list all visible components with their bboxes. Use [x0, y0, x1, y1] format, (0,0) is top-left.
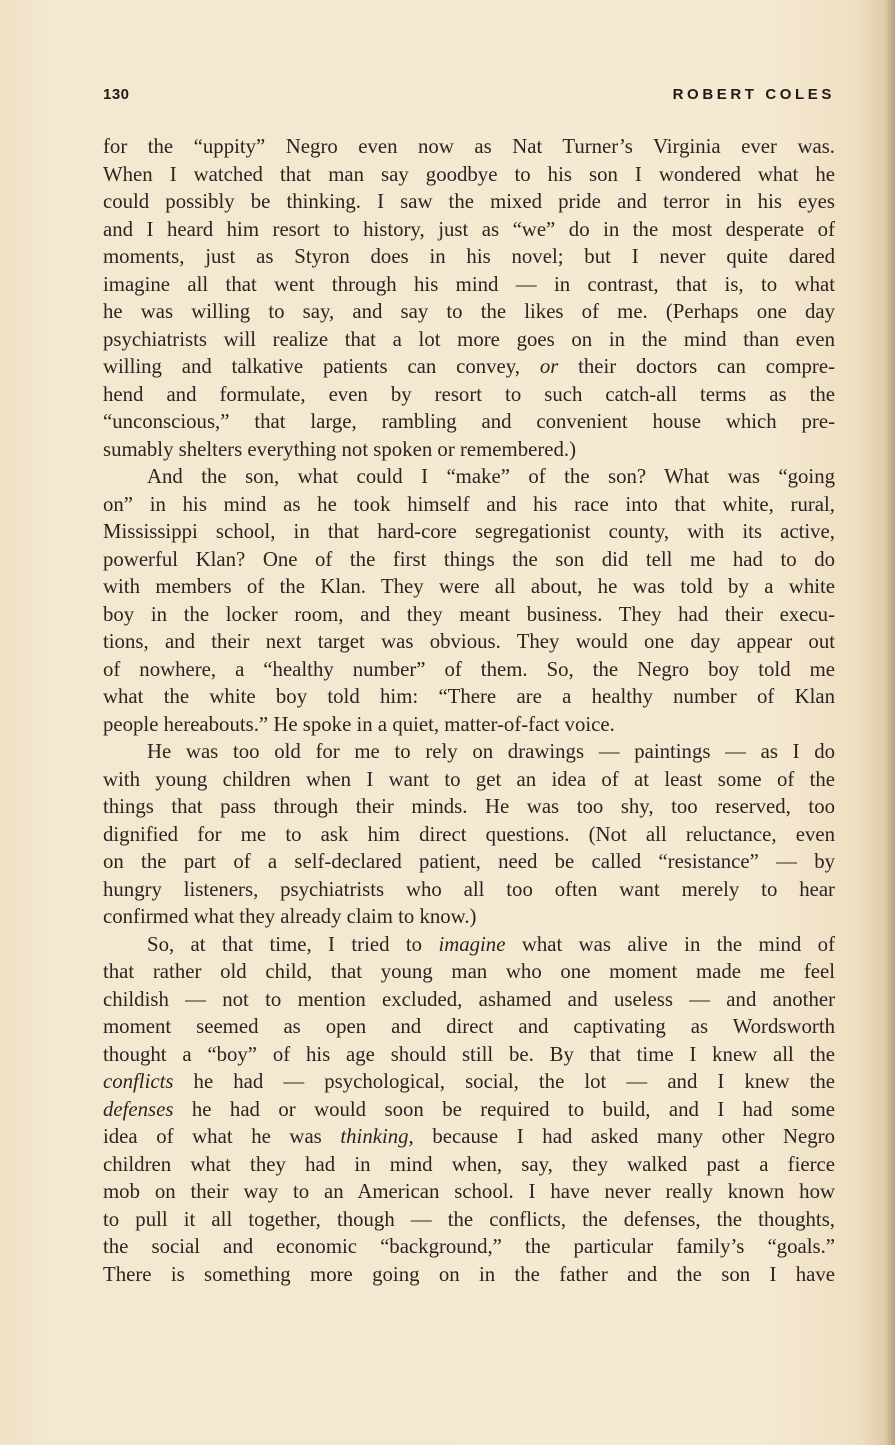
text-line: [103, 1123, 835, 1151]
text-line: people hereabouts.” He spoke in a quiet, matter-of-fact voice.: [103, 712, 615, 736]
text-line: hungry listeners, psychiatrists who all too often want merely to hear: [103, 877, 835, 901]
text-line: the social and economic “background,” the particular family’s “goals.”: [103, 1235, 835, 1258]
text-line: things that pass through their minds. He was too shy, too reserved, too: [103, 795, 835, 818]
text-line: He was too old for me to rely on drawings — paintings — as I do: [147, 740, 835, 763]
text-line: mob on their way to an American school. I have never really known how: [103, 1180, 835, 1203]
text-line: boy in the locker room, and they meant business. They had their execu-: [103, 602, 835, 626]
running-head: ROBERT COLES: [672, 86, 835, 103]
italic-text: or: [539, 355, 559, 378]
text-line: that rather old child, that young man who one moment made me feel: [103, 960, 835, 983]
text-line: Mississippi school, in that hard-core segregationist county, with its active,: [103, 520, 835, 543]
text-line: of nowhere, a “healthy number” of them. So, the Negro boy told me: [103, 657, 835, 681]
text-line: [103, 353, 835, 381]
page-number: 130: [103, 86, 130, 103]
text-line: And the son, what could I “make” of the son? What was “going: [147, 465, 835, 488]
text-line: he was willing to say, and say to the likes of me. (Perhaps one day: [103, 300, 835, 323]
text-line: and I heard him resort to history, just as “we” do in the most desperate of: [103, 217, 835, 241]
text-line: moments, just as Styron does in his novel; but I never quite dared: [103, 245, 835, 268]
text-line: tions, and their next target was obvious. They would one day appear out: [103, 630, 835, 653]
text-segment: , because I had asked many other Negro: [408, 1125, 835, 1148]
italic-text: defenses: [103, 1097, 174, 1121]
text-segment: willing and talkative patients can convey,: [103, 355, 540, 378]
italic-text: conflicts: [103, 1070, 174, 1093]
text-line: There is something more going on in the father and the son I have: [103, 1262, 835, 1286]
text-line: to pull it all together, though — the conflicts, the defenses, the thoughts,: [103, 1207, 835, 1231]
text-line: could possibly be thinking. I saw the mixed pride and terror in his eyes: [103, 190, 835, 213]
italic-text: imagine: [438, 932, 506, 956]
text-line: confirmed what they already claim to know.): [103, 905, 477, 928]
text-line: with young children when I want to get an idea of at least some of the: [103, 767, 835, 791]
text-line: children what they had in mind when, say, they walked past a fierce: [103, 1152, 835, 1176]
text-line: on the part of a self-declared patient, need be called “resistance” — by: [103, 850, 835, 873]
page-header: [103, 86, 835, 110]
text-line: [103, 1096, 835, 1124]
text-line: psychiatrists will realize that a lot more goes on in the mind than even: [103, 327, 835, 351]
text-line: thought a “boy” of his age should still be. By that time I knew all the: [103, 1042, 835, 1066]
text-line: with members of the Klan. They were all about, he was told by a white: [103, 575, 835, 598]
text-line: imagine all that went through his mind — in contrast, that is, to what: [103, 272, 835, 296]
text-line: dignified for me to ask him direct questions. (Not all reluctance, even: [103, 822, 835, 846]
text-segment: idea of what he was: [103, 1125, 341, 1148]
text-line: hend and formulate, even by resort to such catch-all terms as the: [103, 382, 835, 406]
text-segment: what was alive in the mind of: [505, 932, 835, 956]
text-segment: he had or would soon be required to build, and I had some: [173, 1097, 835, 1121]
text-line: When I watched that man say goodbye to his son I wondered what he: [103, 162, 835, 186]
text-line: powerful Klan? One of the first things the son did tell me had to do: [103, 547, 835, 571]
italic-text: thinking: [340, 1125, 409, 1148]
body-text: [103, 133, 835, 1288]
text-segment: So, at that time, I tried to: [147, 932, 439, 956]
text-line: for the “uppity” Negro even now as Nat Turner’s Virginia ever was.: [103, 135, 835, 158]
text-line: [103, 931, 835, 959]
text-segment: their doctors can compre-: [558, 355, 835, 378]
text-line: “unconscious,” that large, rambling and convenient house which pre-: [103, 410, 835, 433]
text-line: on” in his mind as he took himself and his race into that white, rural,: [103, 492, 835, 516]
text-line: what the white boy told him: “There are a healthy number of Klan: [103, 685, 835, 708]
text-line: [103, 1068, 835, 1096]
text-segment: he had — psychological, social, the lot — and I knew the: [173, 1070, 835, 1093]
page-gutter-shadow: [885, 0, 895, 1445]
text-line: sumably shelters everything not spoken or remembered.): [103, 437, 576, 461]
text-line: childish — not to mention excluded, ashamed and useless — and another: [103, 987, 835, 1011]
text-line: moment seemed as open and direct and captivating as Wordsworth: [103, 1015, 835, 1038]
